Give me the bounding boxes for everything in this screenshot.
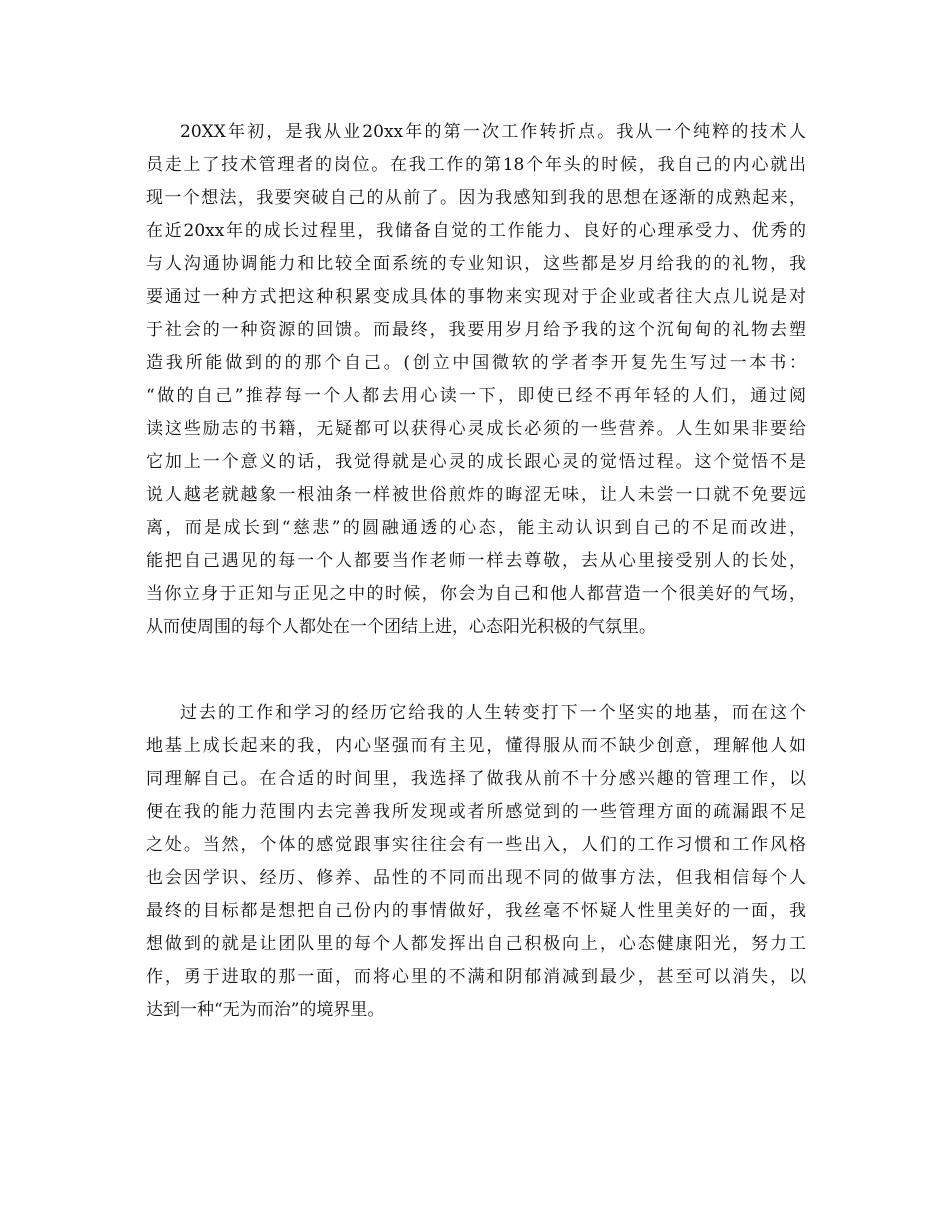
paragraph-2-line-1: 过去的工作和学习的经历它给我的人生转变打下一个坚实的地基，而在这个	[180, 703, 806, 723]
paragraph-2-line-4: 便在我的能力范围内去完善我所发现或者所感觉到的一些管理方面的疏漏跟不足	[146, 802, 806, 822]
paragraph-2-line-10: 达到一种“无为而治”的境界里。	[146, 1000, 385, 1020]
paragraph-1-line-6: 要通过一种方式把这种积累变成具体的事物来实现对于企业或者往大点儿说是对	[146, 287, 806, 307]
paragraph-1-line-11: 它加上一个意义的话，我觉得就是心灵的成长跟心灵的觉悟过程。这个觉悟不是	[146, 452, 806, 472]
paragraph-1-line-9: “做的自己”推荐每一个人都去用心读一下，即使已经不再年轻的人们，通过阅	[146, 386, 806, 406]
paragraph-1-line-8: 造我所能做到的的那个自己。(创立中国微软的学者李开复先生写过一本书：	[146, 353, 806, 373]
paragraph-2-line-6: 也会因学识、经历、修养、品性的不同而出现不同的做事方法，但我相信每个人	[146, 868, 806, 888]
paragraph-1-line-1: 20XX年初，是我从业20xx年的第一次工作转折点。我从一个纯粹的技术人	[180, 122, 806, 142]
paragraph-2-line-9: 作，勇于进取的那一面，而将心里的不满和阴郁消减到最少，甚至可以消失，以	[146, 967, 806, 987]
paragraph-2-line-7: 最终的目标都是想把自己份内的事情做好，我丝毫不怀疑人性里美好的一面，我	[146, 901, 806, 921]
paragraph-1-line-5: 与人沟通协调能力和比较全面系统的专业知识，这些都是岁月给我的的礼物，我	[146, 254, 806, 274]
paragraph-2	[146, 697, 806, 1027]
paragraph-1-line-15: 当你立身于正知与正见之中的时候，你会为自己和他人都营造一个很美好的气场，	[146, 584, 806, 604]
paragraph-1-line-13: 离，而是成长到“慈悲”的圆融通透的心态，能主动认识到自己的不足而改进，	[146, 518, 806, 538]
paragraph-1-line-4: 在近20xx年的成长过程里，我储备自觉的工作能力、良好的心理承受力、优秀的	[146, 221, 806, 241]
paragraph-1-line-12: 说人越老就越象一根油条一样被世俗煎炸的晦涩无味，让人未尝一口就不免要远	[146, 485, 806, 505]
paragraph-1	[146, 116, 806, 644]
paragraph-1-line-14: 能把自己遇见的每一个人都要当作老师一样去尊敬，去从心里接受别人的长处，	[146, 551, 806, 571]
paragraph-2-line-5: 之处。当然，个体的感觉跟事实往往会有一些出入，人们的工作习惯和工作风格	[146, 835, 806, 855]
paragraph-2-line-2: 地基上成长起来的我，内心坚强而有主见，懂得服从而不缺少创意，理解他人如	[146, 736, 806, 756]
paragraph-1-line-3: 现一个想法，我要突破自己的从前了。因为我感知到我的思想在逐渐的成熟起来，	[146, 188, 806, 208]
paragraph-1-line-7: 于社会的一种资源的回馈。而最终，我要用岁月给予我的这个沉甸甸的礼物去塑	[146, 320, 806, 340]
paragraph-1-line-2: 员走上了技术管理者的岗位。在我工作的第18个年头的时候，我自己的内心就出	[146, 155, 806, 175]
paragraph-1-line-10: 读这些励志的书籍，无疑都可以获得心灵成长必须的一些营养。人生如果非要给	[146, 419, 806, 439]
paragraph-1-line-16: 从而使周围的每个人都处在一个团结上进，心态阳光积极的气氛里。	[146, 617, 656, 637]
paragraph-2-line-3: 同理解自己。在合适的时间里，我选择了做我从前不十分感兴趣的管理工作，以	[146, 769, 806, 789]
paragraph-2-line-8: 想做到的就是让团队里的每个人都发挥出自己积极向上，心态健康阳光，努力工	[146, 934, 806, 954]
